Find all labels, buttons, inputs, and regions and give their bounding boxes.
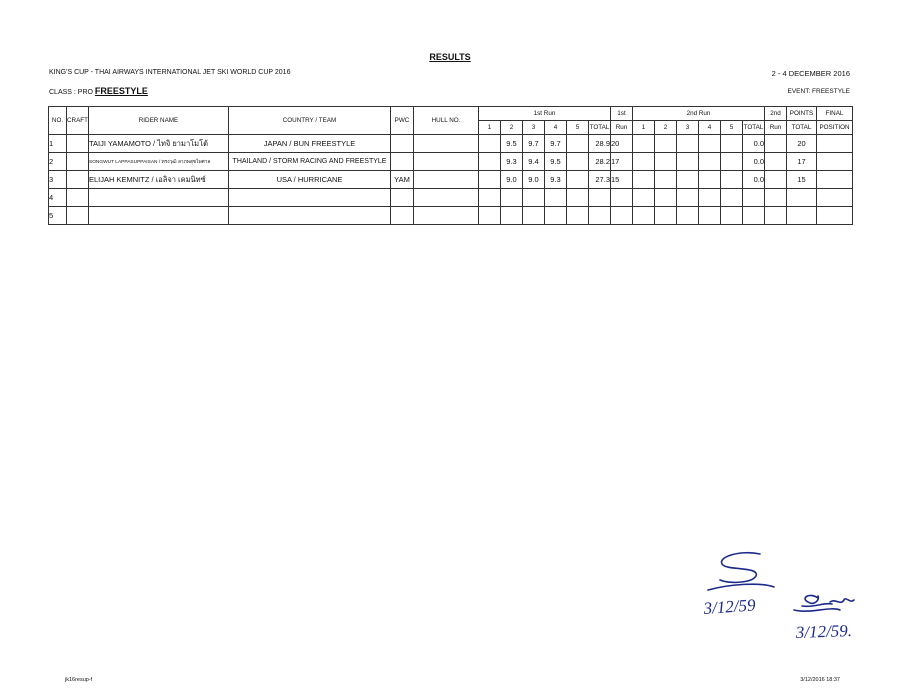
cell-score	[677, 189, 699, 207]
cell-rider: ELIJAH KEMNITZ / เอลิจา เคมนิทซ์	[89, 171, 229, 189]
col-run2-total: TOTAL	[743, 121, 765, 135]
cell-pwc: YAM	[391, 171, 414, 189]
cell-score	[567, 153, 589, 171]
col-run2-rank-top: 2nd	[765, 107, 787, 121]
col-points-bottom: TOTAL	[787, 121, 817, 135]
table-row	[49, 207, 853, 225]
cell-hull	[414, 171, 479, 189]
cell-score	[655, 153, 677, 171]
cell-no: 3	[49, 171, 67, 189]
cell-craft	[67, 153, 89, 171]
class-line	[49, 86, 148, 96]
cell-pwc	[391, 153, 414, 171]
cell-run2-total: 0.0	[743, 171, 765, 189]
col-run2-j2: 2	[655, 121, 677, 135]
cell-score	[699, 135, 721, 153]
footer-file-code: jk16resup-f	[65, 677, 93, 683]
cell-country: USA / HURRICANE	[229, 171, 391, 189]
signature-right	[794, 595, 854, 611]
col-run1-j5: 5	[567, 121, 589, 135]
cell-score	[567, 207, 589, 225]
cell-score: 9.0	[523, 171, 545, 189]
cell-score	[633, 171, 655, 189]
cell-score	[501, 189, 523, 207]
col-hull: HULL NO.	[414, 107, 479, 135]
results-table	[48, 106, 853, 225]
cell-run1-total: 27.3	[589, 171, 611, 189]
cell-hull	[414, 135, 479, 153]
cell-score	[677, 171, 699, 189]
cell-run1-rank: 17	[611, 153, 633, 171]
cell-run2-total	[743, 207, 765, 225]
cell-score: 9.4	[523, 153, 545, 171]
cell-score: 9.5	[545, 153, 567, 171]
col-points-top: POINTS	[787, 107, 817, 121]
cell-score	[479, 135, 501, 153]
cell-run1-total	[589, 207, 611, 225]
cell-run1-rank	[611, 189, 633, 207]
cell-score	[721, 189, 743, 207]
table-row	[49, 153, 853, 171]
cell-rider: SONGWUT LAPPASUPPAISAN / ทรงวุฒิ ลาภพสุขไพศาล	[89, 153, 229, 171]
cell-position	[817, 135, 853, 153]
col-run1-rank-top: 1st	[611, 107, 633, 121]
cell-score	[479, 171, 501, 189]
col-run1-j3: 3	[523, 121, 545, 135]
cell-rider	[89, 189, 229, 207]
col-final-top: FINAL	[817, 107, 853, 121]
cell-score: 9.7	[523, 135, 545, 153]
cell-run1-total	[589, 189, 611, 207]
cell-score	[567, 135, 589, 153]
cell-hull	[414, 189, 479, 207]
col-run2-j3: 3	[677, 121, 699, 135]
cell-run2-rank	[765, 189, 787, 207]
cell-points: 17	[787, 153, 817, 171]
cell-points	[787, 207, 817, 225]
col-run2: 2nd Run	[633, 107, 765, 121]
cell-hull	[414, 153, 479, 171]
signature-area	[690, 540, 890, 650]
cell-score	[633, 135, 655, 153]
cell-run1-rank: 15	[611, 171, 633, 189]
cell-score	[677, 207, 699, 225]
cell-position	[817, 189, 853, 207]
cell-score	[699, 153, 721, 171]
cell-run1-total: 28.9	[589, 135, 611, 153]
cell-pwc	[391, 135, 414, 153]
cell-points: 20	[787, 135, 817, 153]
cell-score	[523, 189, 545, 207]
cell-score	[721, 171, 743, 189]
cell-run2-rank	[765, 135, 787, 153]
event-dates: 2 - 4 DECEMBER 2016	[771, 69, 850, 78]
table-row	[49, 189, 853, 207]
cell-craft	[67, 207, 89, 225]
cell-craft	[67, 171, 89, 189]
cell-score	[721, 153, 743, 171]
cell-position	[817, 153, 853, 171]
cell-run1-total: 28.2	[589, 153, 611, 171]
cell-craft	[67, 189, 89, 207]
cell-pwc	[391, 189, 414, 207]
signature-date-left: 3/12/59	[702, 595, 757, 618]
class-value: FREESTYLE	[94, 86, 148, 96]
cell-position	[817, 207, 853, 225]
cell-score: 9.5	[501, 135, 523, 153]
cell-hull	[414, 207, 479, 225]
cell-score	[479, 153, 501, 171]
col-craft: CRAFT	[67, 107, 89, 135]
cell-score	[633, 207, 655, 225]
cell-score: 9.3	[501, 153, 523, 171]
cell-score	[655, 135, 677, 153]
col-country: COUNTRY / TEAM	[229, 107, 391, 135]
cell-score	[655, 207, 677, 225]
class-label: CLASS : PRO	[49, 89, 93, 96]
cell-run2-rank	[765, 171, 787, 189]
document-title: RESULTS	[429, 52, 471, 62]
cell-score: 9.0	[501, 171, 523, 189]
cell-score	[479, 207, 501, 225]
cell-score	[699, 189, 721, 207]
cell-score	[677, 135, 699, 153]
cell-score	[655, 189, 677, 207]
cell-score: 9.3	[545, 171, 567, 189]
cell-score: 9.7	[545, 135, 567, 153]
signature-left	[708, 553, 774, 590]
cell-no: 4	[49, 189, 67, 207]
col-run1-total: TOTAL	[589, 121, 611, 135]
footer-timestamp: 3/12/2016 18:37	[800, 677, 840, 683]
cell-score	[501, 207, 523, 225]
col-run2-j5: 5	[721, 121, 743, 135]
cell-score	[545, 189, 567, 207]
col-no: NO.	[49, 107, 67, 135]
cell-rider	[89, 207, 229, 225]
cell-country: THAILAND / STORM RACING AND FREESTYLE	[229, 153, 391, 171]
cell-score	[479, 189, 501, 207]
cell-score	[677, 153, 699, 171]
col-run1: 1st Run	[479, 107, 611, 121]
cell-score	[567, 189, 589, 207]
cell-no: 2	[49, 153, 67, 171]
cell-run2-rank	[765, 153, 787, 171]
event-type: EVENT: FREESTYLE	[787, 88, 850, 95]
cell-no: 5	[49, 207, 67, 225]
cell-position	[817, 171, 853, 189]
col-run2-j1: 1	[633, 121, 655, 135]
table-row	[49, 171, 853, 189]
cell-country	[229, 207, 391, 225]
col-run1-j4: 4	[545, 121, 567, 135]
cell-score	[545, 207, 567, 225]
cell-no: 1	[49, 135, 67, 153]
col-final-bottom: POSITION	[817, 121, 853, 135]
col-run2-rank-bottom: Run	[765, 121, 787, 135]
cell-points: 15	[787, 171, 817, 189]
cell-run2-rank	[765, 207, 787, 225]
cell-score	[721, 135, 743, 153]
cell-score	[523, 207, 545, 225]
cell-run2-total	[743, 189, 765, 207]
col-run1-rank-bottom: Run	[611, 121, 633, 135]
cell-score	[633, 189, 655, 207]
col-run1-j2: 2	[501, 121, 523, 135]
cell-craft	[67, 135, 89, 153]
cell-run1-rank: 20	[611, 135, 633, 153]
col-run2-j4: 4	[699, 121, 721, 135]
cell-score	[633, 153, 655, 171]
cell-country: JAPAN / BUN FREESTYLE	[229, 135, 391, 153]
col-rider: RIDER NAME	[89, 107, 229, 135]
cell-pwc	[391, 207, 414, 225]
col-run1-j1: 1	[479, 121, 501, 135]
cell-score	[699, 171, 721, 189]
event-name: KING'S CUP - THAI AIRWAYS INTERNATIONAL JET SKI WORLD CUP 2016	[49, 69, 291, 76]
signature-date-right: 3/12/59.	[795, 621, 853, 642]
table-row	[49, 135, 853, 153]
cell-score	[567, 171, 589, 189]
cell-country	[229, 189, 391, 207]
cell-score	[699, 207, 721, 225]
table-header	[49, 107, 853, 135]
col-pwc: PWC	[391, 107, 414, 135]
cell-run1-rank	[611, 207, 633, 225]
cell-score	[655, 171, 677, 189]
cell-rider: TAIJI YAMAMOTO / ไทจิ ยามาโมโต้	[89, 135, 229, 153]
cell-score	[721, 207, 743, 225]
cell-run2-total: 0.0	[743, 153, 765, 171]
cell-run2-total: 0.0	[743, 135, 765, 153]
cell-points	[787, 189, 817, 207]
